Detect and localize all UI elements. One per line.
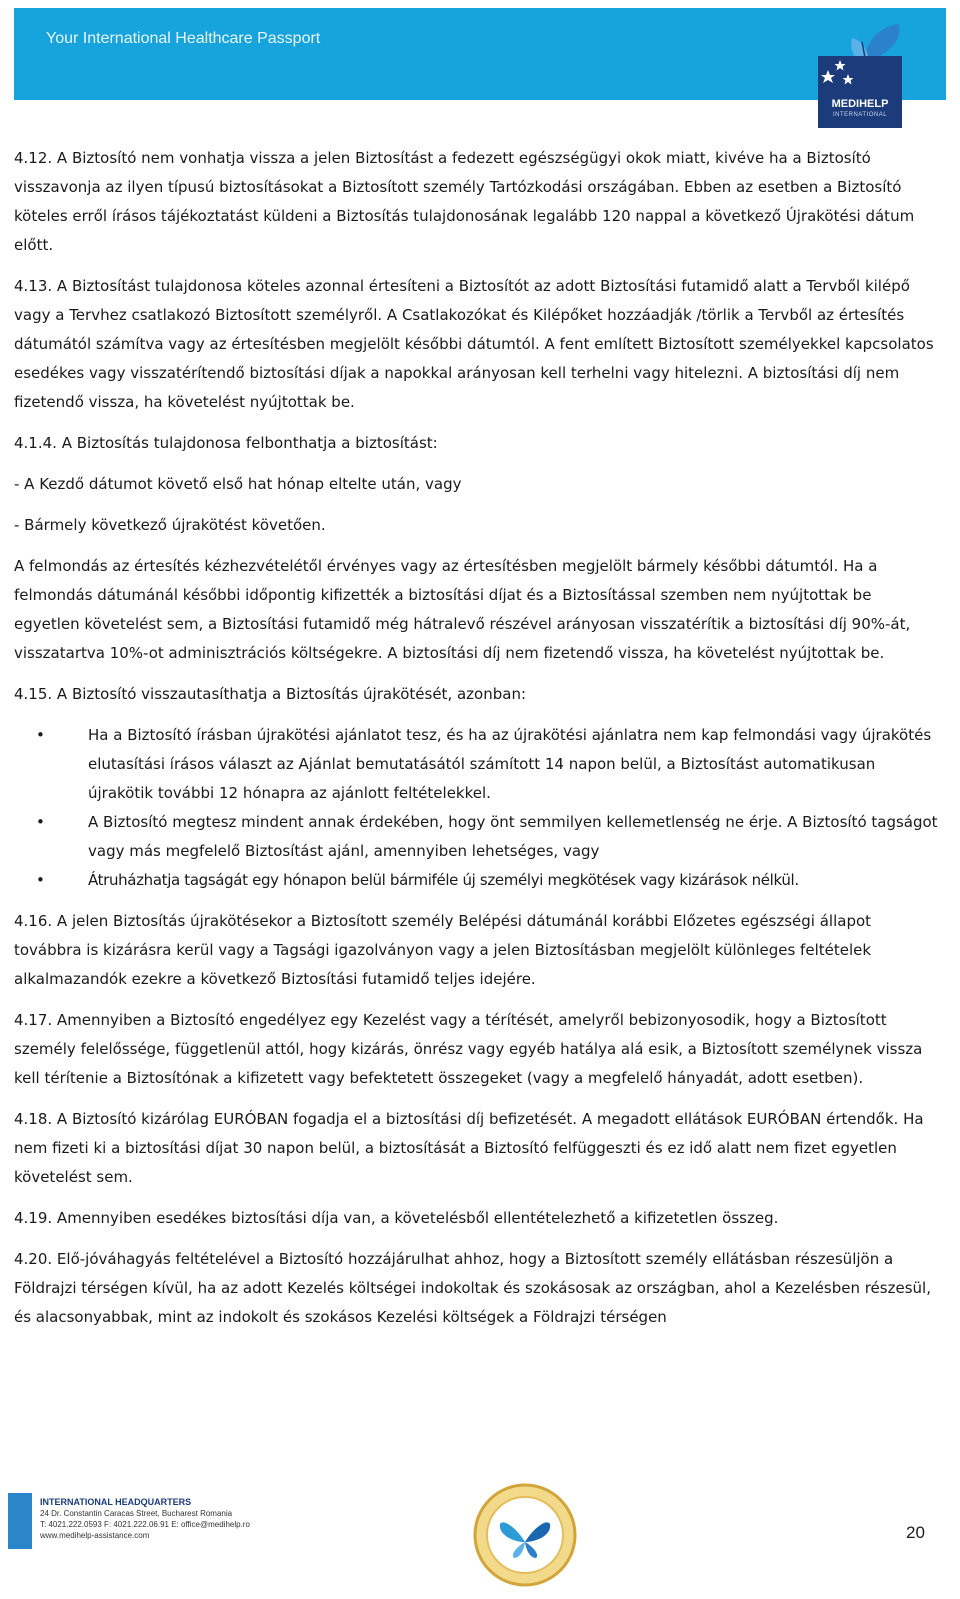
clause-4-15-list <box>14 721 940 895</box>
stars-icon <box>818 56 902 96</box>
bullet-icon: • <box>36 871 45 889</box>
list-item-text: Ha a Biztosító írásban újrakötési ajánlatot tesz, és ha az újrakötési ajánlatra nem kap felmondási vagy újrakötés elutasítási írásos választ az Ajánlat bemutatásától számított 14 napon belül, a Biztosítást automatikusan újrakötik további 12 hónapra az ajánlott feltételekkel. <box>88 726 932 802</box>
clause-4-16: 4.16. A jelen Biztosítás újrakötésekor a Biztosított személy Belépési dátumánál korábbi Előzetes egészségi állapot továbbra is kizárásra kerül vagy a Tagsági igazolványon vagy a jelen Biztosításban megjelölt különleges feltételek alkalmazandók ezekre a következő Biztosítási futamidő teljes idejére. <box>14 912 872 988</box>
hq-title: INTERNATIONAL HEADQUARTERS <box>40 1497 192 1507</box>
header-title: Your International Healthcare Passport <box>46 30 321 47</box>
hq-contact: T: 4021.222.0593 F: 4021.222.06.91 E: office@medihelp.ro <box>40 1520 250 1529</box>
list-item-text: A Biztosító megtesz mindent annak érdekében, hogy önt semmilyen kellemetlenség ne érje. A Biztosító tagságot vagy más megfelelő Biztosítást ajánl, amennyiben lehetséges, vagy <box>88 813 938 860</box>
bullet-icon: • <box>36 813 45 831</box>
clause-4-1-4-note: A felmondás az értesítés kézhezvételétől érvényes vagy az értesítésben megjelölt bármely későbbi dátumtól. Ha a felmondás dátumánál későbbi időpontig kifizették a biztosítási díjat és a Biztosítással szemben nem nyújtottak be egyetlen követelést sem, a Biztosítási futamidő még hátralevő részével arányosan visszatérítik a biztosítási díj 90%-át, visszatartva 10%-ot adminisztrációs költségekre. A biztosítási díj nem fizetendő vissza, ha követelést nyújtottak be. <box>14 557 911 662</box>
clause-4-15: 4.15. A Biztosító visszautasíthatja a Biztosítás újrakötését, azonban: <box>14 685 526 703</box>
list-item <box>14 808 940 866</box>
list-item-text: Átruházhatja tagságát egy hónapon belül bármiféle új személyi megkötések vagy kizárások nélkül. <box>88 871 799 889</box>
list-item <box>14 866 940 895</box>
hq-address: 24 Dr. Constantin Caracas Street, Bucharest Romania <box>40 1509 233 1518</box>
document-body <box>14 144 940 1344</box>
footer-address-block <box>40 1497 250 1541</box>
footer-headquarters <box>8 1493 308 1549</box>
page-header-banner <box>14 8 946 100</box>
clause-4-1-4-item-b: - Bármely következő újrakötést követően. <box>14 516 326 534</box>
clause-4-1-4-item-a: - A Kezdő dátumot követő első hat hónap eltelte után, vagy <box>14 475 462 493</box>
clause-4-12: 4.12. A Biztosító nem vonhatja vissza a jelen Biztosítást a fedezett egészségügyi okok miatt, kivéve ha a Biztosító visszavonja az ilyen típusú biztosításokat a Biztosított személy Tartózkodási országában. Ebben az esetben a Biztosító köteles erről írásos tájékoztatást küldeni a Biztosítás tulajdonosának legalább 120 nappal a következő Újrakötési dátum előtt. <box>14 149 915 254</box>
hq-website: www.medihelp-assistance.com <box>40 1531 150 1540</box>
medihelp-seal-icon <box>470 1480 580 1590</box>
clause-4-20: 4.20. Elő-jóváhagyás feltételével a Biztosító hozzájárulhat ahhoz, hogy a Biztosított személy ellátásban részesüljön a Földrajzi térségen kívül, ha az adott Kezelés költségei indokoltak és szokásosak az országban, ahol a Kezelésben részesül, és alacsonyabbak, mint az indokolt és szokásos Kezelési költségek a Földrajzi térségen <box>14 1250 931 1326</box>
clause-4-19: 4.19. Amennyiben esedékes biztosítási díja van, a követelésből ellentételezhető a kifizetetlen összeg. <box>14 1209 779 1227</box>
page-number: 20 <box>906 1523 925 1542</box>
clause-4-17: 4.17. Amennyiben a Biztosító engedélyez egy Kezelést vagy a térítését, amelyről bebizonyosodik, hogy a Biztosított személy felelőssége, függetlenül attól, hogy kizárás, önrész vagy egyéb hatálya alá esik, a Biztosított személynek vissza kell térítenie a Biztosítónak a kifizetett vagy befektetett összegeket (vagy a megfelelő hányadát, adott esetben). <box>14 1011 923 1087</box>
clause-4-18: 4.18. A Biztosító kizárólag EURÓBAN fogadja el a biztosítási díj befizetését. A megadott ellátások EURÓBAN értendők. Ha nem fizeti ki a biztosítási díjat 30 napon belül, a biztosítását a Biztosító felfüggeszti és ez idő alatt nem fizet egyetlen követelést sem. <box>14 1110 924 1186</box>
medihelp-logo <box>818 22 902 128</box>
footer-accent-bar <box>8 1493 32 1549</box>
clause-4-13: 4.13. A Biztosítást tulajdonosa köteles azonnal értesíteni a Biztosítót az adott Biztosítási futamidő alatt a Tervből kilépő vagy a Tervhez csatlakozó Biztosított személyről. A Csatlakozókat és Kilépőket hozzáadják /törlik a Tervből az értesítés dátumától számítva vagy az értesítésben megjelölt későbbi dátumtól. A fent említett Biztosított személyekkel kapcsolatos esedékes vagy visszatérítendő biztosítási díjak a napokkal arányosan kell terhelni vagy hitelezni. A biztosítási díj nem fizetendő vissza, ha követelést nyújtottak be. <box>14 277 934 411</box>
logo-subtitle: INTERNATIONAL <box>832 112 888 118</box>
logo-name: MEDIHELP <box>831 98 889 110</box>
list-item <box>14 721 940 808</box>
clause-4-1-4: 4.1.4. A Biztosítás tulajdonosa felbonthatja a biztosítást: <box>14 434 438 452</box>
bullet-icon: • <box>36 726 45 744</box>
